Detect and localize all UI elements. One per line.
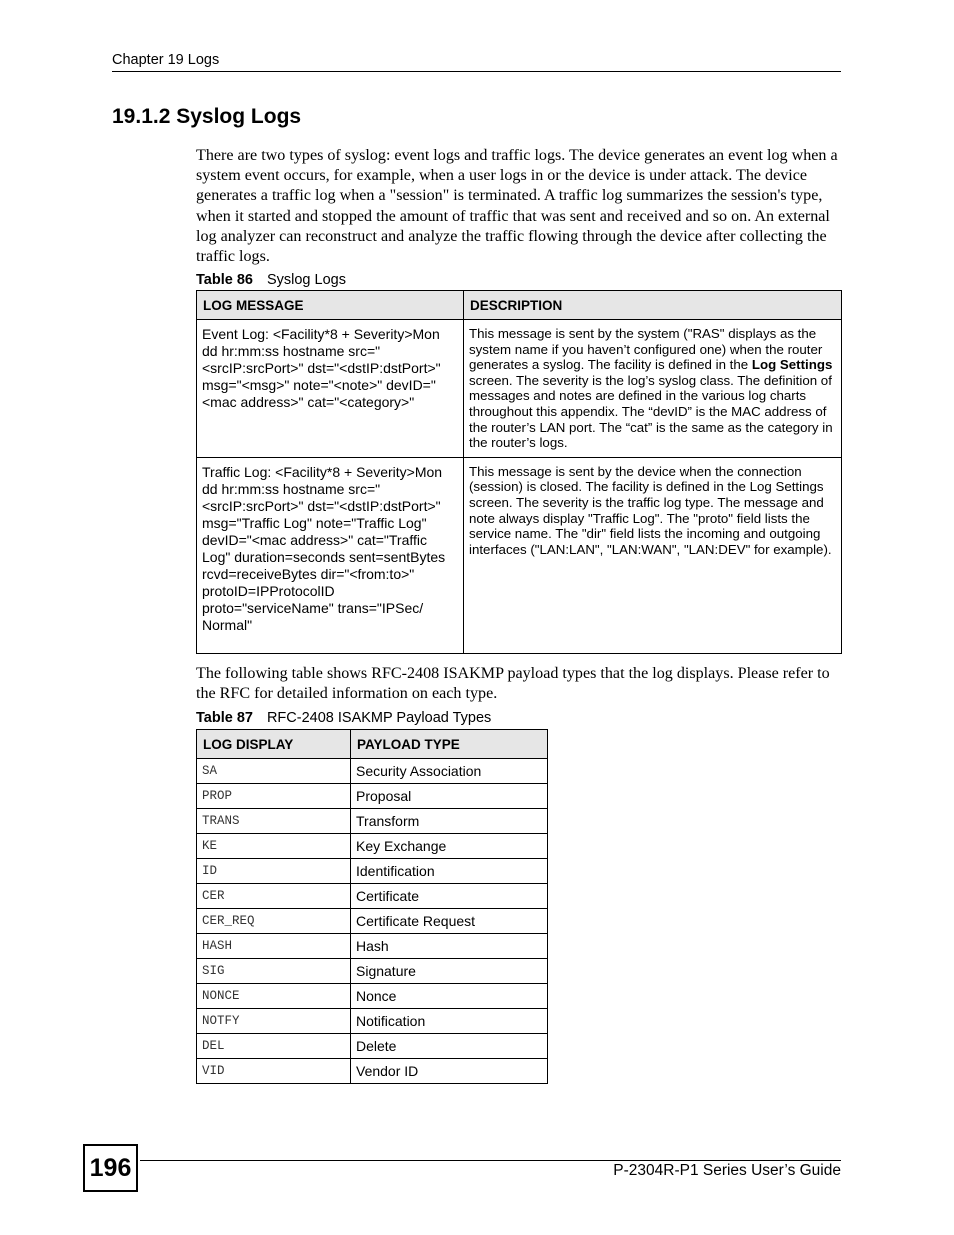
log-settings-term: Log Settings — [751, 357, 833, 373]
table-86-caption — [196, 272, 346, 288]
log-display-code: CER — [197, 884, 351, 909]
column-header-log-message: LOG MESSAGE — [197, 291, 464, 320]
intro-paragraph: There are two types of syslog: event logs and traffic logs. The device generates an event log when a system event occurs, for example, when a user logs in or the device is under attack. The device generates a traffic log when a "session" is terminated. A traffic log summarizes the session's type, when it started and stopped the amount of traffic that was sent and received and so on. An external log analyzer can reconstruct and analyze the traffic flowing through the device after collecting the traffic logs. — [196, 147, 838, 266]
table-row — [197, 834, 548, 859]
payload-type: Security Association — [351, 759, 548, 784]
payload-type: Certificate — [351, 884, 548, 909]
table-86-caption-title: Syslog Logs — [266, 272, 346, 288]
syslog-logs-table — [196, 290, 842, 654]
table-row — [197, 859, 548, 884]
payload-type: Nonce — [351, 984, 548, 1009]
log-display-code: SIG — [197, 959, 351, 984]
table-86-caption-label: Table 86 — [196, 272, 253, 288]
table-row — [197, 884, 548, 909]
event-log-message: Event Log: <Facility*8 + Severity>Mon dd hr:mm:ss hostname src="<srcIP:srcPort>" dst="<dstIP:dstPort>" msg="<msg>" note="<note>" devID="<mac address>" cat="<category>" — [197, 320, 464, 458]
log-display-code: TRANS — [197, 809, 351, 834]
log-display-code: NONCE — [197, 984, 351, 1009]
table-87-caption-title: RFC-2408 ISAKMP Payload Types — [266, 710, 492, 726]
table-header-row — [197, 730, 548, 759]
section-title: 19.1.2 Syslog Logs — [112, 105, 302, 128]
log-display-code: ID — [197, 859, 351, 884]
log-display-code: VID — [197, 1059, 351, 1084]
traffic-log-message: Traffic Log: <Facility*8 + Severity>Mon dd hr:mm:ss hostname src="<srcIP:srcPort>" dst="<dstIP:dstPort>" msg="Traffic Log" note="Traffic Log" devID="<mac address>" cat="Traffic Log" duration=seconds sent=sentBytes rcvd=receiveBytes dir="<from:to>" protoID=IPProtocolID proto="serviceName" trans="IPSec/ Normal" — [197, 457, 464, 653]
column-header-log-display: LOG DISPLAY — [197, 730, 351, 759]
table-row — [197, 759, 548, 784]
table-row — [197, 934, 548, 959]
column-header-payload-type: PAYLOAD TYPE — [351, 730, 548, 759]
table-row — [197, 1059, 548, 1084]
table-row — [197, 784, 548, 809]
isakmp-payload-table — [196, 729, 548, 1084]
log-display-code: PROP — [197, 784, 351, 809]
column-header-description: DESCRIPTION — [464, 291, 842, 320]
event-log-description-text-cont: screen. The severity is the log’s syslog class. The definition of messages and notes are defined in the various log charts throughout this appendix. The “devID” is the MAC address of the router’s LAN port. The “cat” is the same as the category in the router’s logs. — [469, 372, 833, 451]
log-display-code: CER_REQ — [197, 909, 351, 934]
log-display-code: DEL — [197, 1034, 351, 1059]
table-header-row — [197, 291, 842, 320]
log-display-code: NOTFY — [197, 1009, 351, 1034]
table-row — [197, 984, 548, 1009]
payload-type: Delete — [351, 1034, 548, 1059]
payload-type: Hash — [351, 934, 548, 959]
table-87-caption — [196, 710, 491, 726]
payload-type: Certificate Request — [351, 909, 548, 934]
payload-type: Transform — [351, 809, 548, 834]
log-display-code: SA — [197, 759, 351, 784]
payload-type: Vendor ID — [351, 1059, 548, 1084]
isakmp-paragraph: The following table shows RFC-2408 ISAKMP payload types that the log displays. Please refer to the RFC for detailed information on each type. — [196, 665, 830, 703]
table-row — [197, 457, 842, 653]
footer-divider — [140, 1160, 841, 1161]
table-row — [197, 1009, 548, 1034]
guide-title: P-2304R-P1 Series User’s Guide — [613, 1162, 841, 1179]
log-display-code: KE — [197, 834, 351, 859]
log-display-code: HASH — [197, 934, 351, 959]
event-log-description-text: This message is sent by the system ("RAS" displays as the system name if you haven’t configured one) when the router generates a syslog. The facility is defined in the — [469, 326, 823, 373]
table-row — [197, 909, 548, 934]
running-header: Chapter 19 Logs — [112, 52, 220, 68]
payload-type: Identification — [351, 859, 548, 884]
payload-type: Signature — [351, 959, 548, 984]
payload-type: Notification — [351, 1009, 548, 1034]
table-row — [197, 809, 548, 834]
table-row — [197, 320, 842, 458]
payload-type: Proposal — [351, 784, 548, 809]
traffic-log-description: This message is sent by the device when the connection (session) is closed. The facility is defined in the Log Settings screen. The severity is the traffic log type. The message and note always display "Traffic Log". The "proto" field lists the service name. The "dir" field lists the incoming and outgoing interfaces ("LAN:LAN", "LAN:WAN", "LAN:DEV" for example). — [464, 457, 842, 653]
header-divider — [112, 71, 841, 72]
table-87-caption-label: Table 87 — [196, 710, 253, 726]
payload-type: Key Exchange — [351, 834, 548, 859]
table-row — [197, 959, 548, 984]
table-row — [197, 1034, 548, 1059]
page-number: 196 — [83, 1144, 138, 1192]
event-log-description — [464, 320, 842, 458]
